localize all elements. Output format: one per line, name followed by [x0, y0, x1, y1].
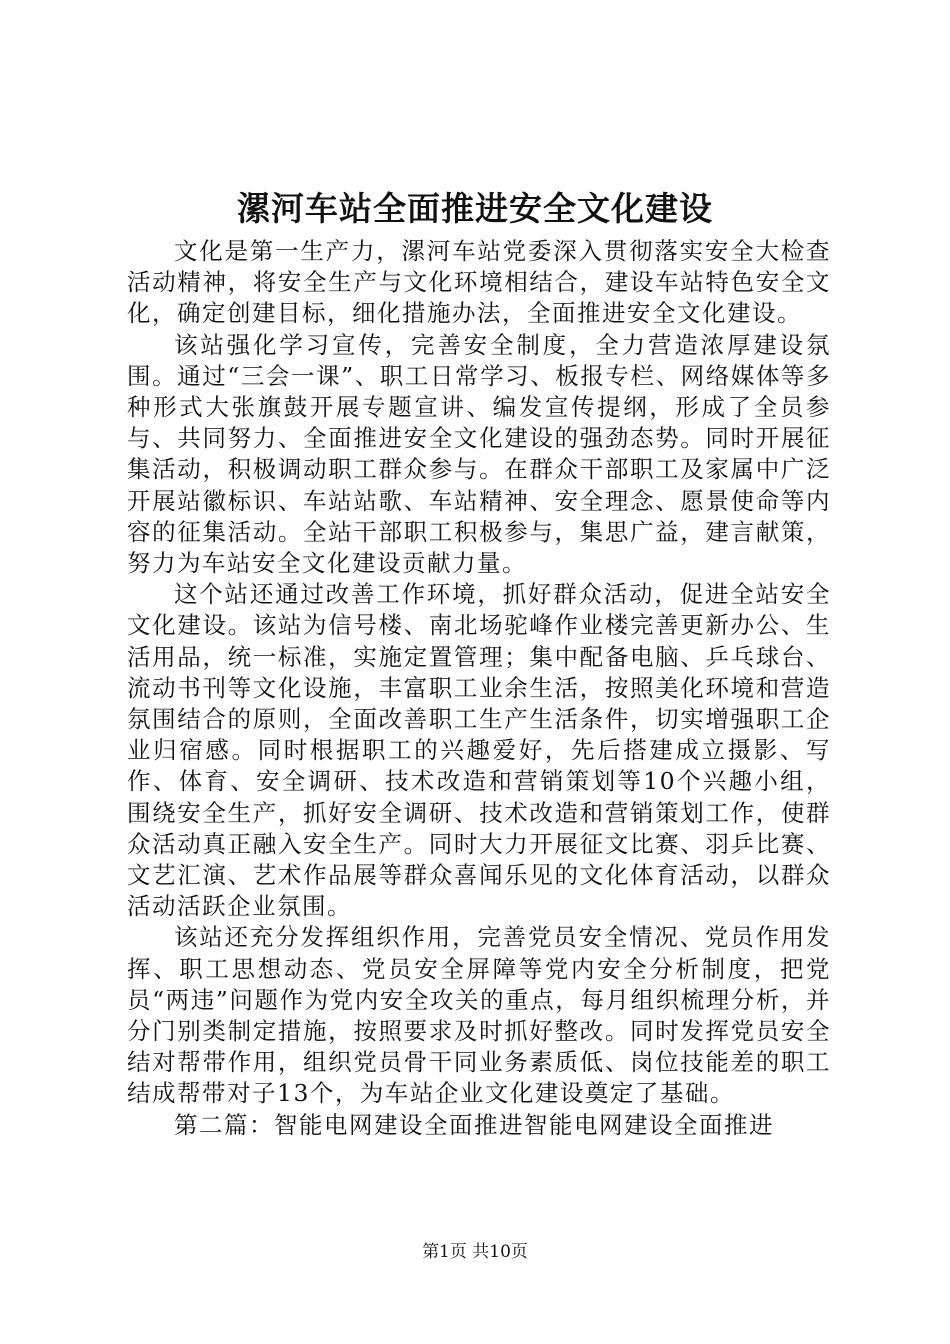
paragraph-4: 该站还充分发挥组织作用，完善党员安全情况、党员作用发挥、职工思想动态、党员安全屏障等党内安全分析制度，把党员“两违”问题作为党内安全攻关的重点，每月组织梳理分析，并分门别类制定措施，按照要求及时抓好整改。同时发挥党员安全结对帮带作用，组织党员骨干同业务素质低、岗位技能差的职工结成帮带对子13个，为车站企业文化建设奠定了基础。: [127, 923, 831, 1108]
document-title: 漯河车站全面推进安全文化建设: [237, 189, 713, 228]
paragraph-1: 文化是第一生产力，漯河车站党委深入贯彻落实安全大检查活动精神，将安全生产与文化环境相结合，建设车站特色安全文化，确定创建目标，细化措施办法，全面推进安全文化建设。: [127, 237, 831, 328]
paragraph-2: 该站强化学习宣传，完善安全制度，全力营造浓厚建设氛围。通过“三会一课”、职工日常学习、板报专栏、网络媒体等多种形式大张旗鼓开展专题宣讲、编发宣传提纲，形成了全员参与、共同努力、全面推进安全文化建设的强劲态势。同时开展征集活动，积极调动职工群众参与。在群众干部职工及家属中广泛开展站徽标识、车站站歌、车站精神、安全理念、愿景使命等内容的征集活动。全站干部职工积极参与，集思广益，建言献策，努力为车站安全文化建设贡献力量。: [127, 330, 831, 578]
paragraph-5: 第二篇：智能电网建设全面推进智能电网建设全面推进: [174, 1110, 774, 1139]
page-footer: 第1页 共10页: [422, 1242, 528, 1262]
document-body: [127, 236, 831, 1141]
paragraph-3: 这个站还通过改善工作环境，抓好群众活动，促进全站安全文化建设。该站为信号楼、南北场驼峰作业楼完善更新办公、生活用品，统一标准，实施定置管理；集中配备电脑、乒乓球台、流动书刊等文化设施，丰富职工业余生活，按照美化环境和营造氛围结合的原则，全面改善职工生产生活条件，切实增强职工企业归宿感。同时根据职工的兴趣爱好，先后搭建成立摄影、写作、体育、安全调研、技术改造和营销策划等10个兴趣小组，围绕安全生产，抓好安全调研、技术改造和营销策划工作，使群众活动真正融入安全生产。同时大力开展征文比赛、羽乒比赛、文艺汇演、艺术作品展等群众喜闻乐见的文化体育活动，以群众活动活跃企业氛围。: [127, 580, 831, 921]
